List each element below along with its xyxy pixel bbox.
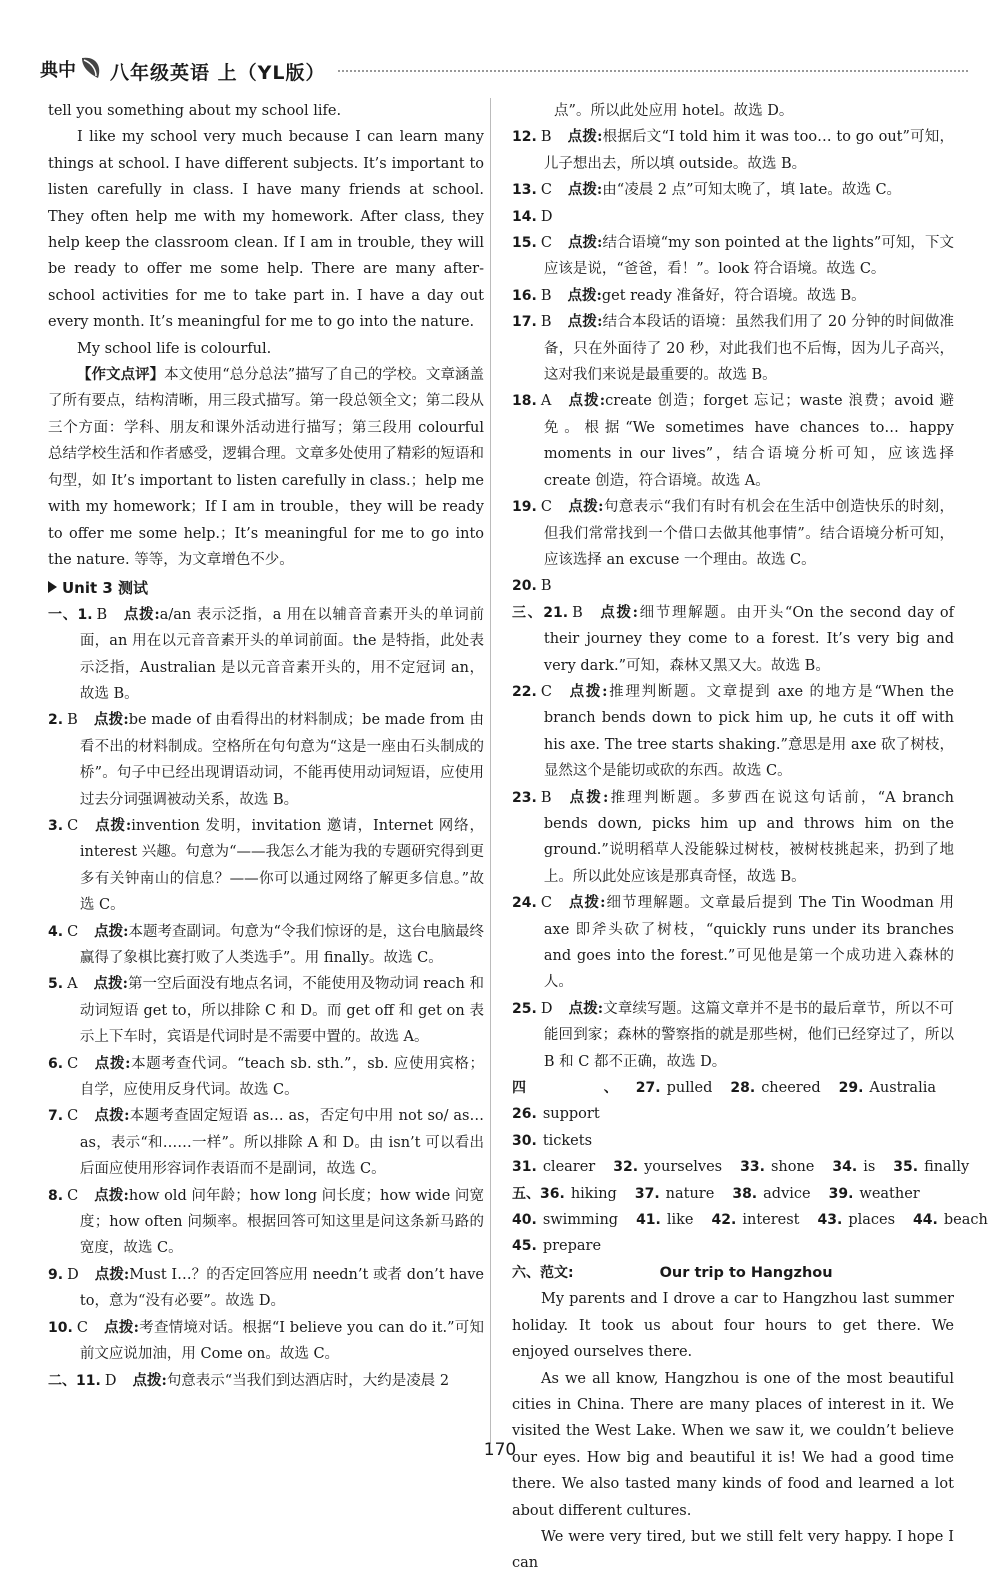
answer-item [512,785,954,891]
fill-word: Australia [869,1080,936,1097]
fill-row [512,1128,954,1154]
fill-word: advice [763,1185,811,1202]
answer-item [512,177,954,203]
item-explanation: Must I…？的否定回答应用 needn’t 或者 don’t have to，意为“没有必要”。故选 D。 [79,1266,484,1310]
item-explanation: 句意表示“当我们到达酒店时，大约是凌晨 2 [166,1372,450,1389]
fill-number: 32. [613,1159,639,1176]
answer-item [48,1183,484,1262]
column-divider [490,98,491,1444]
tip-label: 点拨: [94,1054,131,1072]
item-answer: C [540,235,552,252]
answer-item [48,919,484,972]
item-explanation: 根据后文“I told him it was too… to go out”可知，儿子想出去，所以填 outside。故选 B。 [543,129,955,172]
tip-label: 点拨: [568,999,604,1017]
header-title: 八年级英语 上（YL版） [110,62,326,84]
item-answer: B [540,789,552,806]
item-answer: D [540,208,553,225]
right-column [512,98,988,1577]
item-answer: B [540,578,552,595]
comment-text: 本文使用“总分总法”描写了自己的学校。文章涵盖了所有要点，结构清晰，用三段式描写。第一段总领全文；第二段从三个方面：学科、朋友和课外活动进行描写；第三段用 colourful 总结学校生活和作者感受，逻辑合理。文章多处使用了精彩的短语和句型，如 It’s important to listen carefully in class.；help me with my homework；If I am in trouble，they will be ready to offer me some help.；It’s meaningful for me to go into the nature. 等等，为文章增色不少。 [48,367,485,568]
fill-row [512,1075,954,1128]
fill-answer [730,1075,820,1128]
item-explanation: 考查情境对话。根据“I believe you can do it.”可知前文应说加油，用 Come on。故选 C。 [79,1319,484,1363]
tip-label: 点拨: [567,894,606,912]
fill-number: 45. [512,1238,537,1255]
fill-row [512,1233,954,1259]
comment-label: 【作文点评】 [77,366,165,384]
item-answer: C [76,1319,88,1336]
fill-word: yourselves [644,1159,723,1176]
item-number: 10. [48,1319,73,1336]
fill-number: 34. [832,1159,858,1176]
fill-row [512,1181,954,1207]
item-explanation: how old 问年龄；how long 问长度；how wide 问宽度；how often 问频率。根据回答可知这里是问这条新马路的宽度，故选 C。 [79,1187,484,1257]
item-number: 24. [512,895,537,912]
triangle-bullet-icon [48,581,57,593]
item-explanation: 文章续写题。这篇文章并不是书的最后章节，所以不可能回到家；森林的警察指的就是那些树，他们已经穿过了，所以 B 和 C 都不正确，故选 D。 [543,1000,955,1070]
item-number: 5. [48,976,64,993]
answer-item [512,388,954,494]
page-header [38,54,968,86]
tip-label: 点拨: [567,234,603,252]
item-answer: C [67,1108,79,1125]
item-explanation: 第一空后面没有地点名词，不能使用及物动词 reach 和动词短语 get to，所以排除 C 和 D。而 get off 和 get on 表示上下车时，宾语是代词时是不需要中置的。故选 A。 [79,976,484,1046]
fill-number: 41. [636,1212,661,1229]
tip-label: 点拨: [93,975,128,993]
section-title: Unit 3 测试 [62,579,149,598]
fill-word: tickets [542,1132,593,1149]
item-number: 9. [48,1266,64,1283]
item-answer: A [540,393,552,410]
tip-label: 点拨: [567,788,609,806]
fill-in-answers [512,1075,988,1260]
item-explanation: be made of 由看得出的材料制成；be made from 由看不出的材料制成。空格所在句句意为“这是一座由石头制成的桥”。句子中已经出现谓语动词，不能再使用动词短语，应使用过去分词强调被动关系，故选 B。 [79,712,484,808]
fill-word: clearer [542,1159,596,1176]
fill-row [512,1207,988,1233]
tip-label: 点拨: [94,1186,129,1204]
answer-item [512,309,954,388]
header-rule [338,70,968,72]
item-answer: B [96,606,108,623]
answer-item [48,1368,484,1394]
tip-label: 点拨: [123,605,160,623]
answer-item [512,890,954,996]
item-number: 25. [512,1000,537,1017]
item-number: 3. [48,817,64,834]
answer-item [512,124,954,177]
item-explanation: invention 发明，invitation 邀请，Internet 网络，interest 兴趣。句意为“——我怎么才能为我的专题研究得到更多有关钟南山的信息？——你可以通过网络了解更多信息。”故选 C。 [79,817,484,914]
essay-title: Our trip to Hangzhou [659,1264,833,1281]
item-answer: C [540,182,552,199]
tip-label: 点拨: [598,603,639,621]
fill-number: 35. [893,1159,919,1176]
fill-number: 29. [838,1080,864,1097]
item-explanation: 结合本段话的语境：虽然我们用了 20 分钟的时间做准备，只在外面待了 20 秒，对此我们也不后悔，因为儿子高兴，这对我们来说是最重要的。故选 B。 [543,314,954,384]
item-explanation: 推理判断题。多萝西在说这句话前，“A branch bends down, picks him up and throws him on the ground.”说明稻草人没能躲过树枝，被树枝挑起来，扔到了地上。所以此处应该是那真奇怪，故选 B。 [543,789,954,885]
fill-word: beach [943,1212,988,1229]
item-answer: B [67,712,78,729]
item-answer: C [67,1187,79,1204]
tip-label: 点拨: [94,1107,130,1125]
continued-text: 点”。所以此处应用 hotel。故选 D。 [554,103,794,119]
answer-item [512,494,954,573]
fill-row [512,1154,970,1180]
fill-number: 42. [711,1212,737,1229]
fill-answer [512,1154,595,1180]
tip-label: 点拨: [567,181,603,199]
fill-word: places [848,1212,896,1229]
tip-label: 点拨: [567,128,603,146]
item-answer: A [67,976,78,993]
answer-item [512,996,954,1075]
fill-number: 28. [730,1080,756,1097]
item-answer: C [540,499,552,516]
item-explanation: 细节理解题。由开头“On the second day of their journey they come to a forest. It’s very big and very dark.”可知，森林又黑又大。故选 B。 [543,604,955,674]
fill-number: 43. [817,1212,843,1229]
fill-number: 39. [828,1185,854,1202]
book-logo-icon [38,54,108,84]
item-explanation: 结合语境“my son pointed at the lights”可知，下文应该是说，“爸爸，看！”。look 符合语境。故选 C。 [543,235,954,278]
item-answer: C [67,817,79,834]
item-answer: D [540,1000,553,1017]
answer-item [48,602,484,708]
answer-item [512,573,954,599]
essay-paragraph: I like my school very much because I can learn many things at school. I have different subjects. It’s important to listen carefully in class. I have many friends at school. They often help me with my homework. After class, they help keep the classroom clean. If I am in trouble, they will be ready to offer me some help. There are many after-school activities for me to take part in. I have a day out every month. It’s meaningful for me to go into the nature. [48,129,484,331]
essay-paragraph: My parents and I drove a car to Hangzhou last summer holiday. It took us about four hours to get there. We enjoyed ourselves there. [512,1291,954,1361]
item-number: 二、11. [48,1372,101,1389]
right-answer-list [512,124,954,1075]
item-number: 14. [512,208,537,225]
left-column [48,98,484,1394]
item-explanation: 细节理解题。文章最后提到 The Tin Woodman 用 axe 即斧头砍了树枝，“quickly runs under its branches and goes into the forest.”可见他是第一个成功进入森林的人。 [543,895,954,991]
fill-word: weather [859,1185,920,1202]
item-explanation: a/an 表示泛指，a 用在以辅音音素开头的单词前面，an 用在以元音音素开头的单词前面。the 是特指，此处表示泛指，Australian 是以元音音素开头的，用不定冠词 an，故选 B。 [79,606,485,702]
fill-word: support [542,1106,600,1123]
item-answer: B [572,604,583,621]
fill-answer [913,1207,988,1233]
fill-number: 38. [732,1185,758,1202]
section-heading [48,575,484,601]
item-number: 6. [48,1055,64,1072]
item-number: 23. [512,789,537,806]
tip-label: 点拨: [94,922,129,940]
fill-number: 44. [913,1212,938,1229]
item-number: 18. [512,393,537,410]
fill-answer [512,1075,618,1128]
essay-paragraph: We were very tired, but we still felt very happy. I hope I can [512,1528,954,1572]
model-essay [512,1286,954,1576]
item-number: 2. [48,712,64,729]
fill-answer [732,1181,810,1207]
fill-word: cheered [761,1080,821,1097]
fill-answer [712,1207,800,1233]
essay-paragraph: My school life is colourful. [77,340,272,357]
fill-word: is [863,1159,876,1176]
fill-answer [829,1181,920,1207]
essay-paragraph: As we all know, Hangzhou is one of the most beautiful cities in China. There are many places of interest in it. We visited the West Lake. When we saw it, we couldn’t believe our eyes. How big and beautiful it is! We had a good time there. We also tasted many kinds of food and learned a lot about different cultures. [512,1370,954,1519]
fill-number: 27. [635,1080,661,1097]
fill-number: 五、36. [512,1185,565,1202]
fill-number: 四、26. [512,1080,618,1123]
fill-answer [832,1154,875,1180]
tip-label: 点拨: [103,1318,139,1336]
page-number: 170 [483,1440,517,1460]
fill-answer [512,1181,617,1207]
item-explanation: create 创造；forget 忘记；waste 浪费；avoid 避免。根据“We sometimes have chances to… happy moments in our lives”，结合语境分析可知，应该选择 create 创造，符合语境。故选 A。 [543,393,954,489]
tip-label: 点拨: [132,1371,167,1389]
fill-answer [818,1207,896,1233]
item-answer: C [67,923,79,940]
item-number: 13. [512,182,537,199]
answer-item [48,1315,484,1368]
fill-number: 30. [512,1132,537,1149]
item-number: 8. [48,1187,64,1204]
tip-label: 点拨: [567,286,602,304]
fill-answer [512,1207,618,1233]
item-answer: C [540,895,552,912]
item-answer: B [540,314,552,331]
answer-item [512,600,954,679]
item-answer: D [67,1266,79,1283]
fill-word: interest [742,1212,800,1229]
fill-word: nature [665,1185,715,1202]
fill-word: pulled [666,1080,713,1097]
tip-label: 点拨: [94,816,132,834]
fill-number: 37. [634,1185,660,1202]
answer-item [48,1051,484,1104]
fill-answer [636,1207,693,1233]
item-number: 12. [512,129,537,146]
fill-answer [636,1075,713,1128]
answer-item [512,204,954,230]
item-number: 22. [512,683,537,700]
item-explanation: 本题考查固定短语 as… as，否定句中用 not so/ as… as，表示“和……一样”。所以排除 A 和 D。由 isn’t 可以看出后面应使用形容词作表语而不是副词，故选 C。 [79,1108,484,1178]
fill-answer [839,1075,936,1128]
fill-answer [613,1154,722,1180]
left-essay [48,98,484,362]
tip-label: 点拨: [94,1265,130,1283]
item-number: 一、1. [48,606,93,623]
item-number: 20. [512,578,537,595]
answer-item [48,1262,484,1315]
fill-word: prepare [542,1238,602,1255]
answer-item [512,283,954,309]
item-answer: C [540,683,552,700]
answer-item [48,971,484,1050]
item-answer: C [67,1055,79,1072]
answer-item [48,1103,484,1182]
svg-text:典中: 典中 [40,60,76,81]
item-number: 15. [512,235,537,252]
fill-answer [740,1154,814,1180]
item-explanation: 由“凌晨 2 点”可知太晚了，填 late。故选 C。 [602,182,902,199]
item-number: 4. [48,923,64,940]
item-number: 19. [512,499,537,516]
fill-answer [635,1181,714,1207]
item-explanation: 句意表示“我们有时有机会在生活中创造快乐的时刻，但我们常常找到一个借口去做其他事情”。结合语境分析可知，应该选择 an excuse 一个理由。故选 C。 [543,499,954,568]
essay-comment [48,362,484,573]
item-explanation: get ready 准备好，符合语境。故选 B。 [601,287,866,304]
item-number: 三、21. [512,604,569,621]
tip-label: 点拨: [567,498,604,516]
item-answer: B [540,287,552,304]
tip-label: 点拨: [567,682,608,700]
essay-paragraph: tell you something about my school life. [48,103,342,119]
fill-word: swimming [542,1212,619,1229]
model-essay-heading [512,1260,954,1286]
item-number: 7. [48,1108,64,1125]
item-answer: D [104,1372,117,1389]
fill-word: finally [924,1159,970,1176]
item-explanation: 本题考查副词。句意为“令我们惊讶的是，这台电脑最终赢得了象棋比赛打败了人类选手”。用 finally。故选 C。 [79,923,484,966]
item-explanation: 推理判断题。文章提到 axe 的地方是“When the branch bends down to pick him up, he cuts it off with his axe. The tree starts shaking.”意思是用 axe 砍了树枝，显然这个是能切或砍的东西。故选 C。 [543,683,954,780]
item-number: 16. [512,287,537,304]
fill-word: hiking [570,1185,617,1202]
answer-item [48,707,484,813]
answer-item [512,230,954,283]
tip-label: 点拨: [567,313,603,331]
item-answer: B [540,129,552,146]
answer-item [512,679,954,785]
fill-answer [893,1154,969,1180]
left-answer-list [48,602,484,1394]
answer-item [48,813,484,919]
item-number: 17. [512,314,537,331]
fill-word: like [666,1212,694,1229]
tip-label: 点拨: [567,392,606,410]
fill-number: 33. [740,1159,765,1176]
tip-label: 点拨: [93,711,129,729]
fill-answer [512,1128,592,1154]
essay-label: 六、范文: [512,1264,574,1281]
fill-number: 31. [512,1159,537,1176]
fill-answer [512,1233,601,1259]
fill-word: shone [770,1159,815,1176]
fill-number: 40. [512,1212,537,1229]
item-explanation: 本题考查代词。“teach sb. sth.”，sb. 应使用宾格；自学，应使用反身代词。故选 C。 [79,1055,485,1099]
